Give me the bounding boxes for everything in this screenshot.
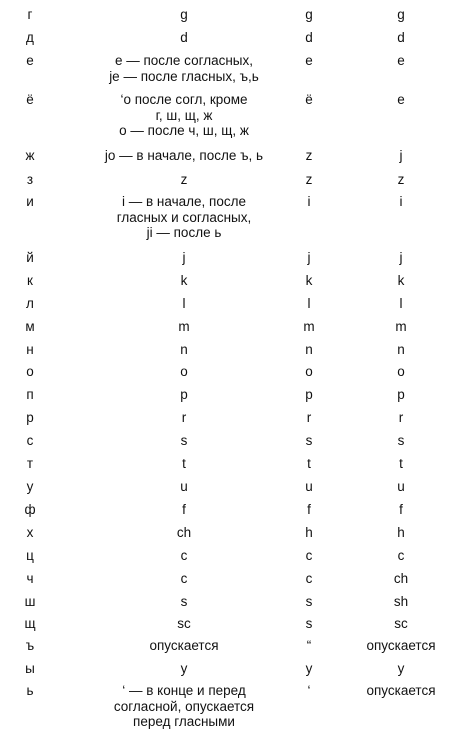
variant-a: t — [307, 456, 311, 471]
rule-text: c — [180, 571, 188, 586]
rule-text: r — [181, 410, 187, 425]
variant-b: e — [397, 53, 405, 68]
rule-text: c — [180, 548, 188, 563]
variant-b: o — [397, 364, 405, 379]
rule-text: t — [182, 456, 186, 471]
rule-text: sc — [177, 616, 191, 631]
rule-text: d — [180, 30, 188, 45]
variant-b: h — [397, 525, 405, 540]
variant-b: c — [397, 548, 405, 563]
variant-b: y — [397, 661, 405, 676]
variant-b: p — [397, 387, 405, 402]
variant-b: j — [399, 148, 403, 163]
variant-b: l — [399, 296, 403, 311]
variant-b: g — [397, 7, 405, 22]
variant-b: r — [398, 410, 404, 425]
rule-text: ‘ — в конце и перед согласной, опускается перед гласными — [113, 683, 255, 729]
variant-a: d — [305, 30, 313, 45]
rule-text: p — [180, 387, 188, 402]
variant-a: k — [305, 273, 313, 288]
variant-a: i — [307, 194, 311, 209]
variant-a: u — [305, 479, 313, 494]
variant-a: z — [305, 172, 313, 187]
variant-b: k — [397, 273, 405, 288]
variant-b: ch — [393, 571, 409, 586]
cyrillic-letter: ш — [24, 594, 36, 609]
rule-text: s — [180, 594, 188, 609]
variant-b: f — [399, 502, 403, 517]
cyrillic-letter: х — [26, 525, 34, 540]
cyrillic-letter: л — [26, 296, 34, 311]
variant-a: m — [303, 319, 315, 334]
rule-text: ‘o после согл, кроме г, ш, щ, ж o — после ч, ш, щ, ж — [119, 92, 249, 138]
variant-a: y — [305, 661, 313, 676]
variant-b: e — [397, 92, 405, 107]
cyrillic-letter: и — [26, 194, 34, 209]
variant-b: опускается — [366, 638, 436, 653]
cyrillic-letter: й — [26, 250, 34, 265]
variant-a: c — [305, 571, 313, 586]
variant-a: o — [305, 364, 313, 379]
variant-a: ‘ — [307, 683, 311, 698]
rule-text: ch — [176, 525, 192, 540]
cyrillic-letter: ж — [25, 148, 35, 163]
variant-a: c — [305, 548, 313, 563]
cyrillic-letter: с — [26, 433, 34, 448]
cyrillic-letter: н — [26, 342, 34, 357]
rule-text: j — [182, 250, 186, 265]
variant-b: z — [397, 172, 405, 187]
rule-text: jo — в начале, после ъ, ь — [104, 148, 264, 163]
cyrillic-letter: з — [26, 172, 34, 187]
cyrillic-letter: щ — [24, 616, 36, 631]
variant-b: j — [399, 250, 403, 265]
variant-b: m — [395, 319, 407, 334]
variant-a: r — [306, 410, 312, 425]
rule-text: y — [180, 661, 188, 676]
rule-text: k — [180, 273, 188, 288]
variant-a: z — [305, 148, 313, 163]
variant-b: sh — [393, 594, 409, 609]
cyrillic-letter: ъ — [25, 638, 35, 653]
rule-text: u — [180, 479, 188, 494]
variant-a: j — [307, 250, 311, 265]
variant-a: s — [305, 433, 313, 448]
variant-a: l — [307, 296, 311, 311]
rule-text: g — [180, 7, 188, 22]
cyrillic-letter: ф — [24, 502, 36, 517]
cyrillic-letter: ц — [26, 548, 34, 563]
cyrillic-letter: т — [26, 456, 34, 471]
variant-a: “ — [306, 638, 312, 653]
variant-b: i — [399, 194, 403, 209]
rule-text: o — [180, 364, 188, 379]
variant-b: t — [399, 456, 403, 471]
rule-text: m — [178, 319, 190, 334]
variant-b: d — [397, 30, 405, 45]
cyrillic-letter: м — [25, 319, 35, 334]
cyrillic-letter: у — [26, 479, 34, 494]
rule-text: e — после согласных, je — после гласных, ъ,ь — [109, 53, 259, 84]
cyrillic-letter: к — [27, 273, 33, 288]
rule-text: z — [180, 172, 188, 187]
rule-text: опускается — [149, 638, 219, 653]
rule-text: s — [180, 433, 188, 448]
variant-b: s — [397, 433, 405, 448]
cyrillic-letter: п — [26, 387, 34, 402]
rule-text: l — [182, 296, 186, 311]
rule-text: f — [182, 502, 186, 517]
variant-b: опускается — [366, 683, 436, 698]
cyrillic-letter: р — [26, 410, 34, 425]
cyrillic-letter: ч — [26, 571, 34, 586]
variant-a: s — [305, 594, 313, 609]
rule-text: i — в начале, после гласных и согласных, ji — после ь — [116, 194, 252, 240]
cyrillic-letter: о — [26, 364, 34, 379]
cyrillic-letter: ь — [26, 683, 34, 698]
variant-a: h — [305, 525, 313, 540]
cyrillic-letter: е — [26, 53, 34, 68]
variant-b: sc — [394, 616, 408, 631]
cyrillic-letter: ё — [26, 92, 34, 107]
variant-a: p — [305, 387, 313, 402]
variant-a: n — [305, 342, 313, 357]
variant-a: e — [305, 53, 313, 68]
variant-b: u — [397, 479, 405, 494]
variant-a: f — [307, 502, 311, 517]
variant-a: g — [305, 7, 313, 22]
rule-text: n — [180, 342, 188, 357]
variant-b: n — [397, 342, 405, 357]
cyrillic-letter: д — [26, 30, 34, 45]
cyrillic-letter: ы — [25, 661, 35, 676]
variant-a: s — [305, 616, 313, 631]
variant-a: ё — [305, 92, 313, 107]
cyrillic-letter: г — [27, 7, 33, 22]
